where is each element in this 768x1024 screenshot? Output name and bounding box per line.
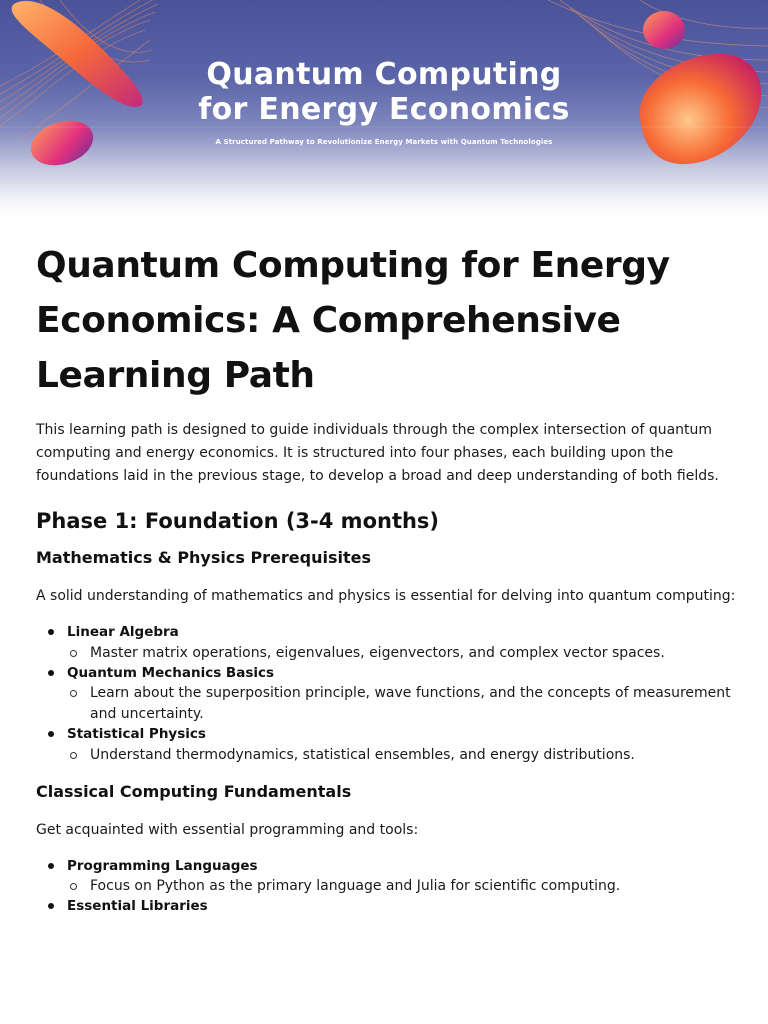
list-item-detail: Master matrix operations, eigenvalues, eigenvectors, and complex vector spaces. [67, 643, 736, 663]
list-item-title: Linear Algebra [67, 624, 179, 641]
list-item-detail: Focus on Python as the primary language and Julia for scientific computing. [67, 876, 736, 896]
list-item [36, 663, 736, 724]
banner-title-line-1: Quantum Computing [206, 57, 562, 92]
page-title: Quantum Computing for Energy Economics: A Comprehensive Learning Path [36, 245, 670, 396]
section-heading-classical-computing: Classical Computing Fundamentals [36, 781, 352, 801]
section-intro-classical-computing: Get acquainted with essential programming and tools: [36, 821, 419, 838]
list-item-detail: Understand thermodynamics, statistical ensembles, and energy distributions. [67, 745, 736, 765]
list-item-title: Essential Libraries [67, 898, 208, 915]
list-item [36, 724, 736, 765]
banner-subtitle: A Structured Pathway to Revolutionize Energy Markets with Quantum Technologies [215, 138, 553, 146]
phase-1-heading: Phase 1: Foundation (3-4 months) [36, 509, 440, 534]
prerequisites-list [36, 622, 736, 765]
list-item [36, 856, 736, 897]
list-item-title: Statistical Physics [67, 726, 206, 743]
list-item-title: Quantum Mechanics Basics [67, 664, 275, 681]
fundamentals-list [36, 856, 736, 917]
section-intro-math-physics: A solid understanding of mathematics and physics is essential for delving into quantum computing: [36, 588, 736, 605]
list-item-title: Programming Languages [67, 857, 258, 874]
list-item-detail: Learn about the superposition principle, wave functions, and the concepts of measurement and uncertainty. [67, 683, 736, 724]
header-banner [0, 0, 768, 218]
banner-title-line-2: for Energy Economics [198, 92, 570, 127]
list-item [36, 622, 736, 663]
section-heading-math-physics: Mathematics & Physics Prerequisites [36, 548, 372, 568]
list-item [36, 896, 736, 917]
intro-paragraph: This learning path is designed to guide individuals through the complex intersection of quantum computing and energy economics. It is structured into four phases, each building upon the foundations laid in the previous stage, to develop a broad and deep understanding of both fields. [36, 422, 719, 484]
document-body [36, 238, 736, 917]
